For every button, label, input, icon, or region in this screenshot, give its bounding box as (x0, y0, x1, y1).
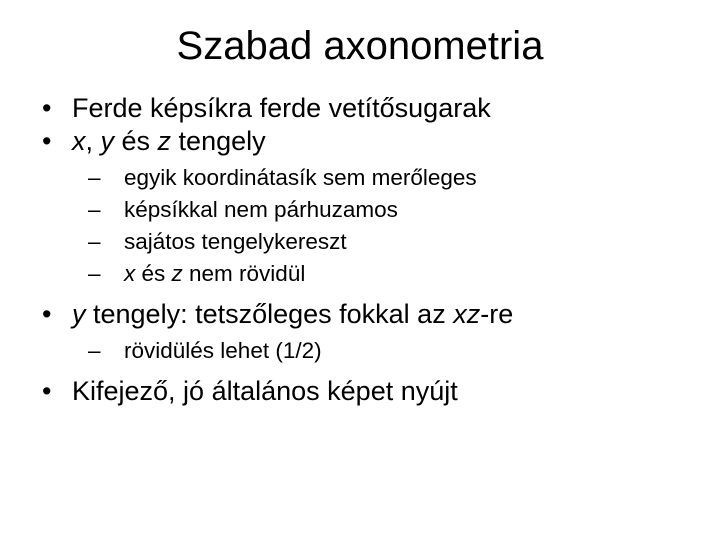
bullet-icon: • (42, 299, 52, 329)
bullet-icon: • (42, 93, 52, 123)
sub-item-text: képsíkkal nem párhuzamos (124, 197, 398, 222)
bullet-item-1 (42, 92, 702, 125)
bullet-icon: • (42, 376, 52, 406)
axis-y-label: y (72, 299, 86, 329)
bullet-item-2 (42, 125, 702, 158)
bullet-item-3 (42, 298, 702, 331)
bullet-text-tail: -re (480, 299, 514, 329)
axis-x-label: x (72, 126, 86, 156)
sub-item-3 (42, 226, 702, 258)
bullet-text-tail: tengely (171, 126, 266, 156)
sub-item-text: sajátos tengelykereszt (124, 229, 347, 254)
dash-icon: – (88, 338, 101, 363)
sub-item-text: egyik koordinátasík sem merőleges (124, 165, 477, 190)
sub-item-text-mid: és (135, 261, 172, 286)
axis-z-label: z (157, 126, 172, 156)
axis-y-label: y (100, 126, 115, 156)
slide-title: Szabad axonometria (176, 24, 544, 68)
sub-item-5 (42, 335, 702, 367)
plane-xz-label: xz (453, 299, 481, 329)
bullet-item-4 (42, 375, 702, 408)
sub-item-1 (42, 162, 702, 194)
sub-item-4 (42, 258, 702, 290)
bullet-list (42, 92, 702, 408)
sub-item-text: rövidülés lehet (1/2) (124, 338, 322, 363)
bullet-text-mid: és (114, 126, 158, 156)
sub-item-text-tail: nem rövidül (182, 261, 306, 286)
dash-icon: – (88, 197, 101, 222)
axis-x-label: x (124, 261, 136, 286)
bullet-text-mid: tengely: tetszőleges fokkal az (85, 299, 454, 329)
bullet-text: Ferde képsíkra ferde vetítősugarak (72, 93, 491, 123)
bullet-text-sep: , (85, 126, 101, 156)
dash-icon: – (88, 261, 101, 286)
dash-icon: – (88, 165, 101, 190)
axis-z-label: z (171, 261, 183, 286)
bullet-icon: • (42, 126, 52, 156)
sub-item-2 (42, 194, 702, 226)
bullet-text: Kifejező, jó általános képet nyújt (72, 376, 458, 406)
dash-icon: – (88, 229, 101, 254)
